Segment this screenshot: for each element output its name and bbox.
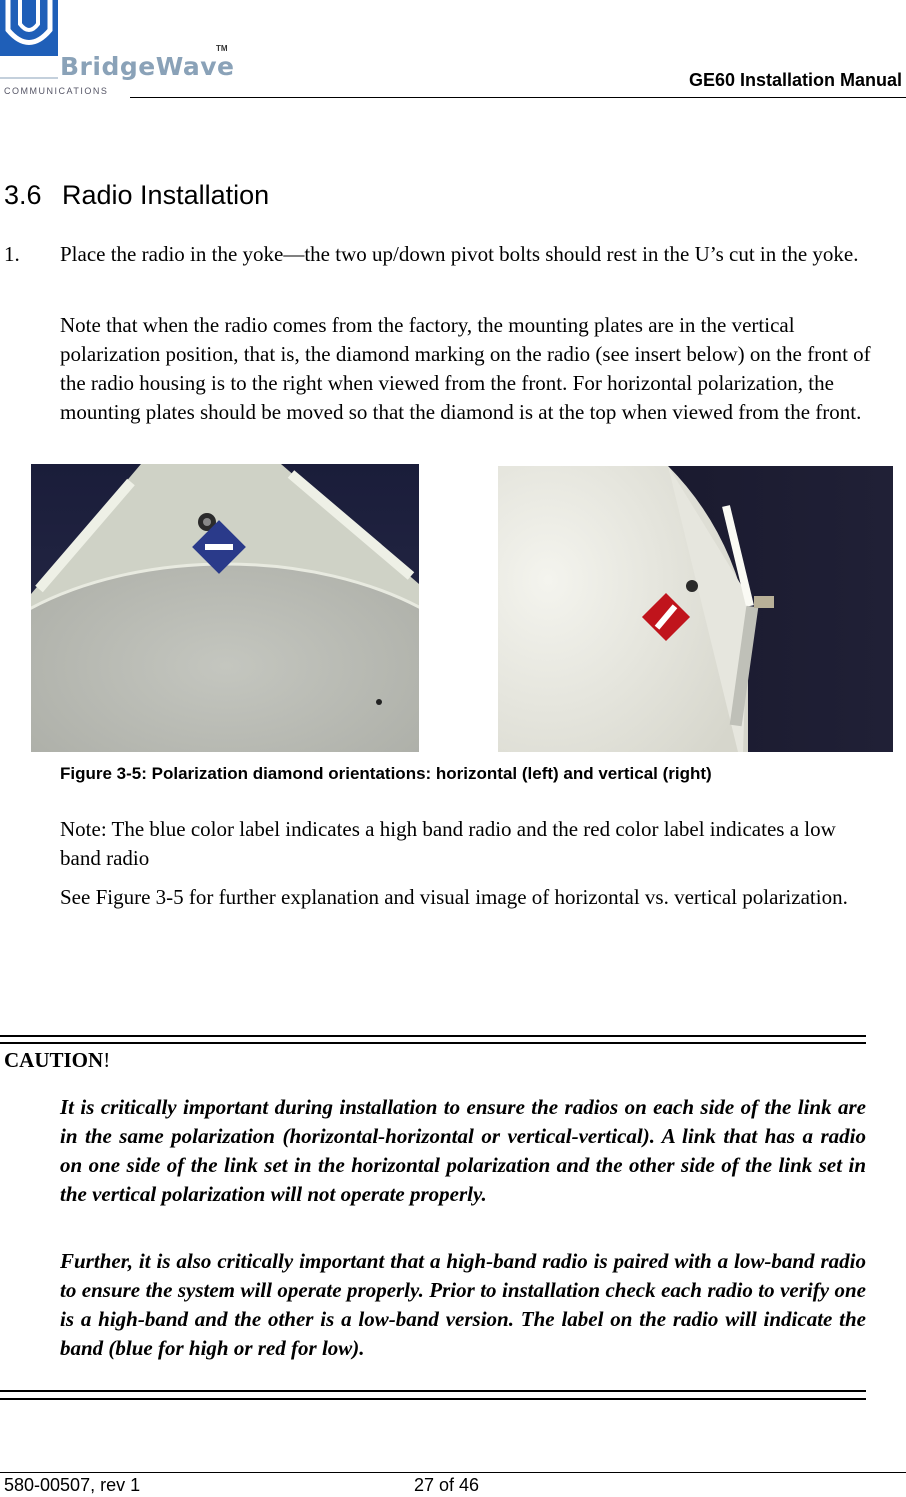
caution-exclamation: ! xyxy=(103,1048,111,1072)
caution-polarization-text: It is critically important during installation to ensure the radios on each side of the link are in the same polarization (horizontal-horizontal or vertical-vertical). A link that has a radio on one side of the link set in the horizontal polarization and the other side of the link set in the vertical polarization will not operate properly. xyxy=(60,1095,866,1206)
logo-subtitle: COMMUNICATIONS xyxy=(4,86,109,96)
logo-trademark: TM xyxy=(216,44,228,53)
caution-bottom-rule-inner xyxy=(0,1398,866,1400)
document-number: 580-00507, rev 1 xyxy=(4,1475,141,1495)
caution-top-rule xyxy=(0,1035,866,1037)
section-heading xyxy=(4,180,269,211)
caution-band-pairing-text: Further, it is also critically important that a high-band radio is paired with a low-band radio to ensure the system will operate properly. Prior to installation check each radio to verify one is a high-band and the other is a low-band version. The label on the radio will indicate the band (blue for high or red for low). xyxy=(60,1249,866,1360)
vertical-polarization-photo xyxy=(498,466,893,752)
polarization-note: Note that when the radio comes from the factory, the mounting plates are in the vertical polarization position, that is, the diamond marking on the radio (see insert below) on the front of the radio housing is to the right when viewed from the front. For horizontal polarization, the mounting plates should be moved so that the diamond is at the top when viewed from the front. xyxy=(60,313,871,424)
page-number: 27 of 46 xyxy=(414,1475,480,1495)
logo-wordmark: BridgeWave xyxy=(60,52,235,81)
step-number: 1. xyxy=(4,242,20,266)
caution-label xyxy=(4,1048,110,1073)
bridgewave-logo xyxy=(0,0,230,100)
horizontal-polarization-photo xyxy=(31,464,419,752)
step-1 xyxy=(4,240,894,269)
caution-bottom-rule xyxy=(0,1390,866,1392)
section-number: 3.6 xyxy=(4,180,42,210)
footer-divider xyxy=(0,1472,906,1473)
see-figure-note: See Figure 3-5 for further explanation and visual image of horizontal vs. vertical polarization. xyxy=(60,885,848,909)
figure-caption: Figure 3-5: Polarization diamond orientations: horizontal (left) and vertical (right) xyxy=(60,764,712,783)
caution-word: CAUTION xyxy=(4,1048,104,1072)
header-divider xyxy=(130,97,906,98)
manual-title: GE60 Installation Manual xyxy=(688,70,902,90)
section-title: Radio Installation xyxy=(62,180,270,210)
step-text: Place the radio in the yoke—the two up/down pivot bolts should rest in the U’s cut in the yoke. xyxy=(60,242,859,266)
band-color-note: Note: The blue color label indicates a high band radio and the red color label indicates a low band radio xyxy=(60,817,836,870)
caution-top-rule-inner xyxy=(0,1042,866,1044)
